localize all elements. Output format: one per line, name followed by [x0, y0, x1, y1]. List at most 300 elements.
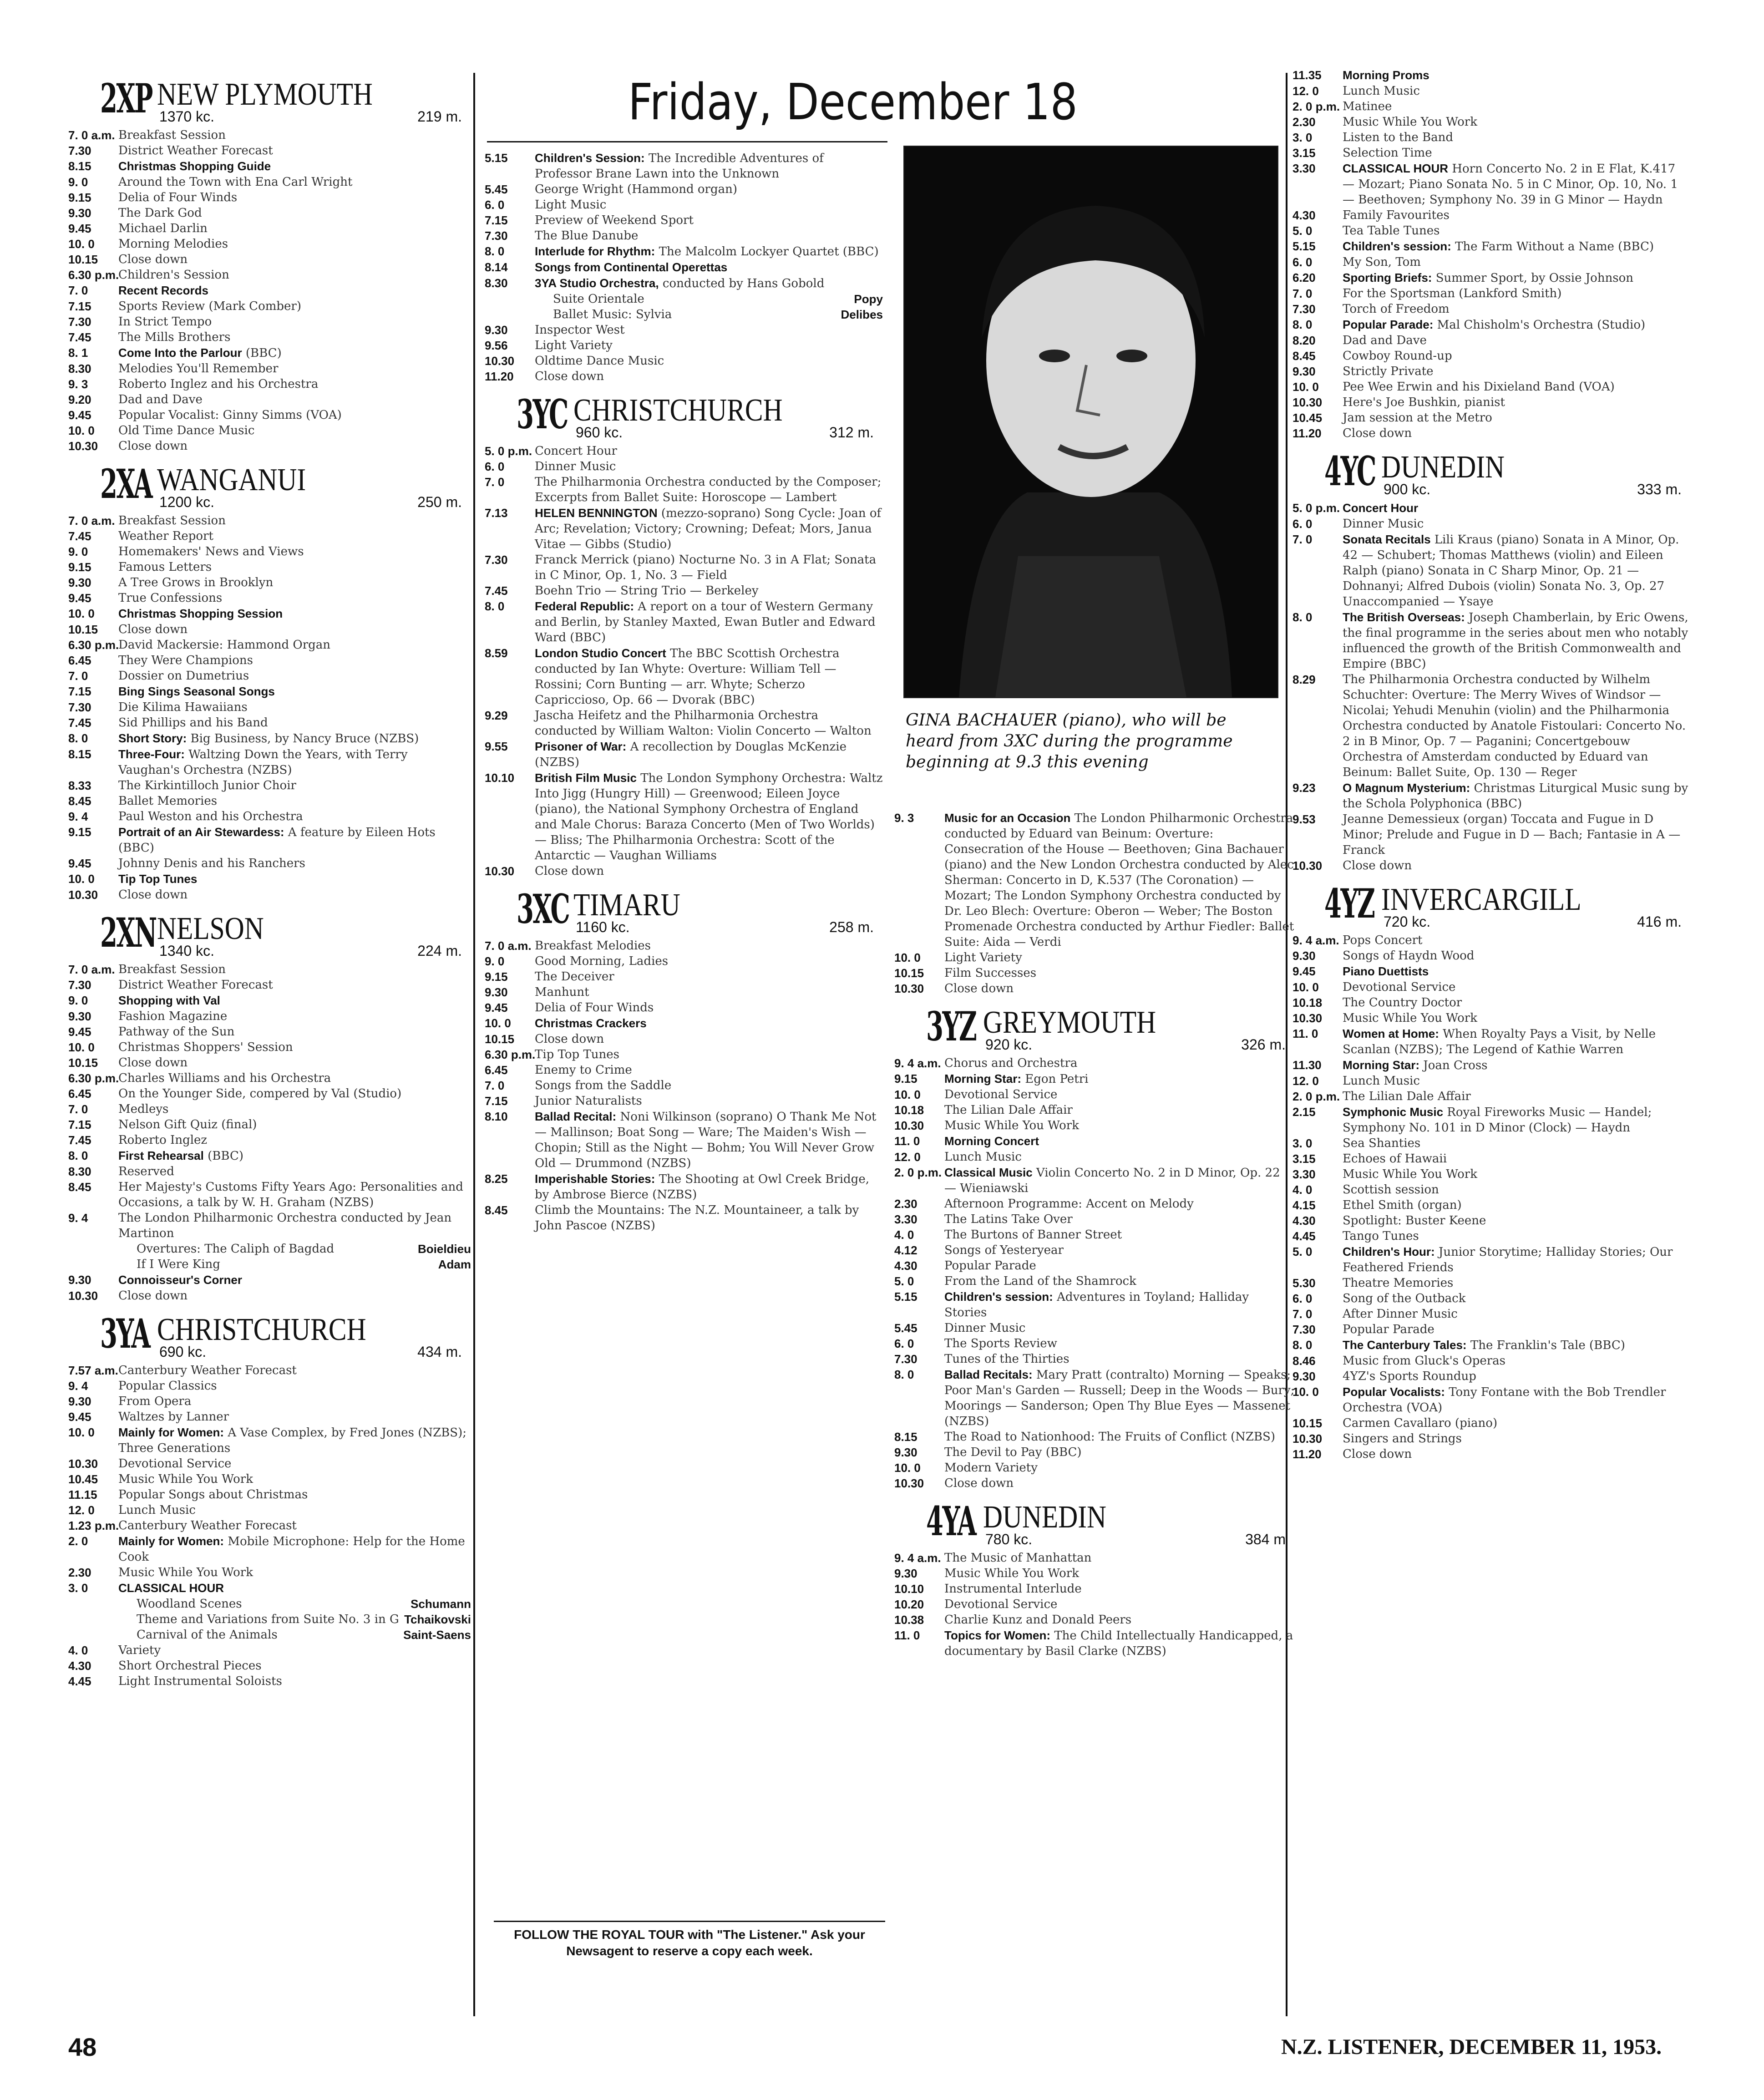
program-time: 2. 0 p.m. — [1293, 1090, 1340, 1103]
program-detail: Modern Variety — [944, 1461, 1038, 1475]
program-item — [1293, 532, 1691, 609]
program-detail: Adventures in Toyland; Halliday Stories — [944, 1290, 1249, 1319]
program-detail: Close down — [944, 982, 1014, 995]
composer-name: Adam — [438, 1258, 471, 1271]
program-time: 7.15 — [68, 299, 91, 313]
program-time: 7. 0 a.m. — [68, 128, 115, 142]
program-title: Ballad Recitals: — [944, 1368, 1033, 1381]
program-detail: Franck Merrick (piano) Nocturne No. 3 in A Flat; Sonata in C Minor, Op. 1, No. 3 — Field — [535, 553, 877, 582]
program-title: Christmas Shopping Session — [118, 607, 283, 620]
program-time: 8. 0 — [1293, 318, 1313, 331]
program-item — [1293, 130, 1691, 145]
program-time: 9.53 — [1293, 812, 1316, 826]
program-time: 10.18 — [894, 1103, 924, 1117]
program-time: 9.30 — [894, 1567, 917, 1580]
program-title: Topics for Women: — [944, 1628, 1051, 1642]
program-time: 2.15 — [1293, 1105, 1316, 1119]
program-detail: Music While You Work — [1343, 115, 1477, 129]
program-detail: The Music of Manhattan — [944, 1551, 1092, 1565]
program-time: 2.30 — [894, 1197, 917, 1211]
program-detail: Lunch Music — [944, 1150, 1022, 1164]
program-item — [894, 1102, 1295, 1118]
program-item — [485, 1015, 883, 1031]
program-detail: A Tree Grows in Brooklyn — [118, 576, 274, 589]
program-item — [1293, 223, 1691, 238]
station-wavelength: 312 m. — [829, 424, 874, 441]
program-time: 8.30 — [485, 276, 508, 290]
program-item — [68, 423, 471, 438]
program-time: 10.18 — [1293, 996, 1323, 1009]
program-detail: Egon Petri — [1025, 1072, 1089, 1086]
work-line — [485, 291, 883, 307]
program-item — [1293, 1197, 1691, 1213]
program-time: 4.45 — [68, 1674, 91, 1688]
program-detail: Ethel Smith (organ) — [1343, 1198, 1462, 1212]
program-item — [1293, 395, 1691, 410]
program-detail: Tip Top Tunes — [535, 1048, 620, 1061]
program-detail: Christmas Liturgical Music sung by the Schola Polyphonica (BBC) — [1343, 781, 1688, 811]
program-title: Shopping with Val — [118, 994, 220, 1007]
program-detail: On the Younger Side, compered by Val (Studio) — [118, 1087, 402, 1101]
program-item — [68, 345, 471, 361]
program-detail: The Philharmonia Orchestra conducted by the Composer; Excerpts from Ballet Suite: Horoscope — Lambert — [535, 475, 882, 504]
program-time: 10.45 — [68, 1472, 98, 1486]
program-item — [68, 809, 471, 824]
program-item — [485, 338, 883, 353]
program-title: Morning Proms — [1343, 68, 1429, 82]
program-time: 10.30 — [894, 1476, 924, 1490]
program-item — [68, 637, 471, 653]
program-time: 10.30 — [894, 1119, 924, 1132]
program-item — [68, 606, 471, 622]
program-item — [68, 1272, 471, 1288]
program-detail: Close down — [1343, 426, 1412, 440]
program-time: 9.15 — [68, 191, 91, 204]
program-time: 8. 0 — [1293, 610, 1313, 624]
program-time: 10. 0 — [1293, 1385, 1319, 1399]
station-city: CHRISTCHURCH — [157, 1312, 366, 1347]
program-item — [1293, 858, 1691, 873]
program-detail: The Deceiver — [535, 970, 614, 984]
program-item — [485, 645, 883, 708]
program-detail: Breakfast Session — [118, 963, 226, 976]
program-item — [68, 528, 471, 544]
program-item — [1293, 1073, 1691, 1089]
program-time: 10.15 — [68, 253, 98, 266]
program-detail: Dad and Dave — [1343, 334, 1427, 347]
program-time: 8.45 — [68, 1180, 91, 1194]
program-item — [485, 353, 883, 369]
station-callsign: 3YC — [517, 391, 568, 438]
station-frequency: 1340 kc. — [159, 943, 214, 959]
program-item — [68, 793, 471, 809]
program-time: 7.45 — [68, 716, 91, 730]
program-detail: Close down — [535, 864, 604, 878]
program-detail: Roberto Inglez and his Orchestra — [118, 377, 319, 391]
program-detail: Tea Table Tunes — [1343, 224, 1440, 238]
program-detail: Jascha Heifetz and the Philharmonia Orchestra conducted by William Walton: Violin Concerto — Walton — [535, 709, 872, 738]
program-detail: The Road to Nationhood: The Fruits of Conflict (NZBS) — [944, 1430, 1275, 1444]
station-wavelength: 258 m. — [829, 919, 874, 935]
program-item — [68, 1148, 471, 1164]
program-detail: Michael Darlin — [118, 222, 208, 235]
program-item — [485, 708, 883, 739]
program-time: 3.30 — [1293, 162, 1316, 175]
program-time: 9.30 — [68, 1273, 91, 1287]
program-item — [894, 1149, 1295, 1165]
program-item — [1293, 964, 1691, 979]
program-title: Concert Hour — [1343, 501, 1419, 515]
program-item — [1293, 1228, 1691, 1244]
program-item — [1293, 1010, 1691, 1026]
program-detail: Climb the Mountains: The N.Z. Mountaineer, a talk by John Pascoe (NZBS) — [535, 1203, 859, 1233]
program-time: 4. 0 — [68, 1643, 88, 1657]
program-item — [1293, 410, 1691, 426]
program-time: 9. 0 — [68, 175, 88, 189]
program-detail: Variety — [118, 1643, 161, 1657]
composer-name: Tchaikovski — [404, 1613, 471, 1626]
program-item — [68, 438, 471, 454]
program-item — [68, 1164, 471, 1179]
program-item — [894, 1612, 1295, 1628]
program-detail: Charles Williams and his Orchestra — [118, 1071, 331, 1085]
program-item — [68, 1086, 471, 1101]
program-time: 9. 0 — [485, 954, 505, 968]
program-detail: Film Successes — [944, 966, 1037, 980]
station-frequency: 900 kc. — [1384, 481, 1431, 497]
program-title: CLASSICAL HOUR — [1343, 162, 1449, 175]
station-wavelength: 384 m — [1245, 1531, 1286, 1547]
program-detail: Melodies You'll Remember — [118, 362, 279, 375]
program-item — [68, 962, 471, 977]
program-detail: A report on a tour of Western Germany and Berlin, by Stanley Maxted, Ewan Butler and Edward Ward (BBC) — [535, 600, 876, 644]
program-detail: Famous Letters — [118, 560, 212, 574]
program-time: 9. 0 — [68, 545, 88, 558]
work-line — [68, 1612, 471, 1627]
program-item — [68, 622, 471, 637]
program-time: 9. 4 — [68, 1379, 88, 1393]
station-frequency: 720 kc. — [1384, 913, 1431, 930]
program-time: 10.30 — [485, 864, 515, 878]
program-time: 10.30 — [68, 439, 98, 453]
program-item — [1293, 317, 1691, 333]
program-detail: Lunch Music — [1343, 1074, 1420, 1088]
program-title: Piano Duettists — [1343, 964, 1429, 978]
program-time: 7. 0 a.m. — [485, 939, 532, 953]
program-item — [1293, 286, 1691, 301]
program-detail: The Malcolm Lockyer Quartet (BBC) — [659, 245, 879, 259]
program-time: 9.45 — [68, 1410, 91, 1424]
program-detail: Enemy to Crime — [535, 1063, 632, 1077]
portrait-photo — [903, 146, 1278, 698]
program-item — [894, 1071, 1295, 1087]
program-item — [68, 1565, 471, 1580]
program-time: 7.30 — [68, 315, 91, 329]
program-detail: Music While You Work — [944, 1119, 1079, 1132]
program-item — [894, 1289, 1295, 1320]
program-time: 10.30 — [68, 888, 98, 902]
program-time: 9.20 — [68, 393, 91, 406]
program-title: Morning Star: — [944, 1072, 1021, 1086]
program-title: Ballad Recital: — [535, 1110, 617, 1123]
program-item — [485, 275, 883, 291]
program-item — [68, 1425, 471, 1456]
program-detail: Songs from the Saddle — [535, 1079, 672, 1092]
program-item — [68, 1070, 471, 1086]
program-item — [68, 1471, 471, 1487]
program-item — [485, 770, 883, 863]
program-detail: Music from Gluck's Operas — [1343, 1354, 1505, 1368]
program-detail: Ballet Memories — [118, 794, 218, 808]
program-detail: Nelson Gift Quiz (final) — [118, 1118, 257, 1131]
program-item — [894, 1243, 1295, 1258]
program-detail: Fashion Magazine — [118, 1009, 228, 1023]
program-time: 9.29 — [485, 709, 508, 722]
program-title: Children's Session: — [535, 151, 645, 165]
program-time: 10.20 — [894, 1598, 924, 1611]
program-item — [485, 443, 883, 459]
program-detail: In Strict Tempo — [118, 315, 212, 329]
program-item — [1293, 1104, 1691, 1136]
program-detail: Echoes of Hawaii — [1343, 1152, 1447, 1166]
program-item — [68, 1502, 471, 1518]
program-item — [485, 1047, 883, 1062]
composer-name: Boieldieu — [417, 1242, 471, 1256]
program-item — [68, 993, 471, 1009]
work-title: Carnival of the Animals — [137, 1628, 278, 1642]
program-item — [894, 1087, 1295, 1102]
program-title: HELEN BENNINGTON — [535, 506, 658, 520]
portrait-illustration — [904, 147, 1277, 697]
program-item — [894, 1258, 1295, 1273]
program-title: British Film Music — [535, 771, 637, 785]
program-detail: Morning Melodies — [118, 237, 228, 251]
station-header — [1293, 447, 1691, 497]
program-item — [894, 1165, 1295, 1196]
program-item — [485, 583, 883, 599]
program-time: 6. 0 — [894, 1337, 914, 1350]
program-detail: Christmas Shoppers' Session — [118, 1040, 293, 1054]
program-detail: Good Morning, Ladies — [535, 954, 669, 968]
composer-name: Saint-Saens — [403, 1628, 471, 1642]
station-city: DUNEDIN — [983, 1500, 1107, 1535]
program-title: Bing Sings Seasonal Songs — [118, 685, 275, 698]
program-item — [894, 1273, 1295, 1289]
program-detail: Close down — [118, 623, 188, 636]
program-time: 12. 0 — [1293, 84, 1319, 98]
program-time: 3.15 — [1293, 1152, 1316, 1166]
program-time: 7.30 — [485, 229, 508, 243]
program-item — [894, 1566, 1295, 1581]
station-wavelength: 224 m. — [417, 943, 462, 959]
program-detail: True Confessions — [118, 591, 223, 605]
program-item — [1293, 145, 1691, 161]
program-item — [894, 810, 1295, 950]
program-item — [894, 1476, 1295, 1491]
program-item — [68, 1132, 471, 1148]
program-detail: Royal Fireworks Music — Handel; Symphony No. 101 in D Minor (Clock) — Haydn — [1343, 1106, 1652, 1135]
program-time: 7. 0 — [485, 1079, 505, 1092]
program-item — [1293, 1353, 1691, 1369]
program-time: 3.15 — [1293, 146, 1316, 160]
program-title: Tip Top Tunes — [118, 872, 198, 886]
program-item — [1293, 67, 1691, 83]
program-time: 7. 0 — [485, 475, 505, 489]
program-item — [68, 252, 471, 267]
station-header — [894, 1497, 1295, 1547]
program-detail: Light Variety — [944, 951, 1022, 964]
program-time: 7.57 a.m. — [68, 1364, 118, 1377]
program-detail: Devotional Service — [1343, 980, 1456, 994]
program-time: 5.15 — [894, 1290, 917, 1304]
program-detail: Music While You Work — [944, 1567, 1079, 1580]
program-detail: Johnny Denis and his Ranchers — [118, 857, 305, 870]
program-item — [485, 150, 883, 182]
program-time: 8.15 — [68, 159, 91, 173]
station-header — [485, 391, 883, 441]
station-header — [894, 1003, 1295, 1053]
program-item — [68, 1179, 471, 1210]
station-city: GREYMOUTH — [983, 1005, 1156, 1040]
program-item — [1293, 609, 1691, 672]
program-detail: Waltzes by Lanner — [118, 1410, 229, 1424]
program-detail: Mary Pratt (contralto) Morning — Speaks; Poor Man's Garden — Russell; Deep in the Woods — Bury; Moorings — Sanderson; Open Thy Blue Eyes — Massenet (NZBS) — [944, 1368, 1295, 1428]
program-time: 7. 0 — [1293, 287, 1313, 300]
program-item — [1293, 948, 1691, 964]
program-time: 8.30 — [68, 362, 91, 375]
program-item — [1293, 254, 1691, 270]
program-detail: Horn Concerto No. 2 in E Flat, K.417 — Mozart; Piano Sonata No. 5 in C Minor, Op. 10, No. 1 — Beethoven; Symphony No. 39 in G Minor — Haydn — [1343, 162, 1678, 207]
program-time: 3.30 — [1293, 1167, 1316, 1181]
program-time: 4.15 — [1293, 1198, 1316, 1212]
program-time: 7. 0 a.m. — [68, 514, 115, 528]
station-frequency: 1160 kc. — [576, 919, 630, 935]
composer-name: Schumann — [411, 1597, 471, 1611]
program-time: 3. 0 — [1293, 1136, 1313, 1150]
program-detail: For the Sportsman (Lankford Smith) — [1343, 287, 1562, 300]
program-detail: Light Instrumental Soloists — [118, 1674, 282, 1688]
work-title: Ballet Music: Sylvia — [553, 308, 672, 321]
program-item — [894, 1445, 1295, 1460]
program-time: 10.30 — [1293, 1432, 1323, 1446]
program-item — [894, 965, 1295, 981]
program-time: 8.15 — [68, 747, 91, 761]
program-item — [68, 746, 471, 778]
work-title: Theme and Variations from Suite No. 3 in G — [137, 1613, 399, 1626]
program-detail: The Country Doctor — [1343, 996, 1462, 1009]
program-item — [68, 1674, 471, 1689]
program-item — [68, 700, 471, 715]
program-detail: Close down — [118, 439, 188, 453]
program-item — [68, 1363, 471, 1378]
program-item — [894, 1133, 1295, 1149]
program-item — [894, 1336, 1295, 1351]
program-detail: Mobile Microphone: Help for the Home Cook — [118, 1535, 465, 1564]
program-item — [68, 824, 471, 856]
program-item — [894, 950, 1295, 965]
program-time: 2.30 — [68, 1566, 91, 1579]
station-callsign: 2XA — [100, 460, 152, 507]
station-city: NEW PLYMOUTH — [157, 77, 373, 112]
program-detail: Light Variety — [535, 339, 613, 352]
program-item — [68, 1101, 471, 1117]
program-item — [894, 1055, 1295, 1071]
program-item — [894, 1550, 1295, 1566]
program-time: 9.23 — [1293, 781, 1316, 795]
program-time: 3. 0 — [1293, 131, 1313, 144]
program-item — [68, 1456, 471, 1471]
program-title: Women at Home: — [1343, 1027, 1439, 1040]
program-time: 9.45 — [485, 1001, 508, 1014]
program-item — [1293, 1089, 1691, 1104]
program-time: 9.15 — [68, 560, 91, 574]
program-item — [68, 887, 471, 903]
program-item — [68, 590, 471, 606]
program-time: 11.20 — [485, 370, 514, 383]
program-title: The Canterbury Tales: — [1343, 1338, 1467, 1352]
program-time: 10.30 — [68, 1289, 98, 1303]
program-time: 4.30 — [68, 1659, 91, 1673]
program-detail: Matinee — [1343, 100, 1392, 113]
program-detail: Summer Sport, by Ossie Johnson — [1435, 271, 1634, 285]
program-time: 9.45 — [68, 408, 91, 422]
program-time: 10.30 — [1293, 396, 1323, 409]
royal-tour-notice: FOLLOW THE ROYAL TOUR with "The Listener." Ask your Newsagent to reserve a copy each week. — [494, 1921, 885, 1959]
program-time: 10. 0 — [68, 1425, 95, 1439]
program-detail: Junior Naturalists — [535, 1094, 642, 1108]
program-detail: (mezzo-soprano) Song Cycle: Joan of Arc; Revelation; Victory; Crowning; Defeat; Mors, Janua Vitae — Gibbs (Studio) — [535, 507, 882, 551]
program-item — [894, 1118, 1295, 1133]
program-time: 10.15 — [894, 966, 924, 980]
program-item — [485, 969, 883, 984]
program-item — [485, 505, 883, 552]
program-detail: Songs of Haydn Wood — [1343, 949, 1475, 963]
program-item — [1293, 1151, 1691, 1167]
program-detail: Breakfast Session — [118, 514, 226, 528]
program-item — [1293, 516, 1691, 532]
work-title: If I Were King — [137, 1258, 220, 1271]
program-detail: Instrumental Interlude — [944, 1582, 1082, 1596]
program-item — [894, 1351, 1295, 1367]
program-detail: Concert Hour — [535, 444, 617, 458]
program-time: 5. 0 — [894, 1274, 914, 1288]
program-time: 10.30 — [894, 982, 924, 995]
station-wavelength: 219 m. — [417, 108, 462, 125]
program-time: 4.12 — [894, 1243, 917, 1257]
program-detail: Lili Kraus (piano) Sonata in A Minor, Op. 42 — Schubert; Thomas Matthews (violin) and Eileen Ralph (piano) Sonata in C Sharp Minor, Op. 21 — Dohnanyi; Alfred Dubois (violin) Sonata No. 3, Op. 27 Unaccompanied — Ysaye — [1343, 533, 1679, 609]
program-item — [1293, 208, 1691, 223]
program-time: 6. 0 — [485, 198, 505, 212]
program-detail: A recollection by Douglas McKenzie (NZBS) — [535, 740, 847, 769]
program-item — [68, 1487, 471, 1502]
program-time: 10.45 — [1293, 411, 1323, 425]
program-time: 10.15 — [68, 1056, 98, 1070]
program-item — [1293, 333, 1691, 348]
program-item — [68, 1533, 471, 1565]
program-title: CLASSICAL HOUR — [118, 1581, 224, 1595]
program-item — [68, 668, 471, 684]
program-time: 5.45 — [485, 183, 508, 196]
program-time: 11.20 — [1293, 426, 1322, 440]
program-item — [1293, 1291, 1691, 1306]
program-item — [68, 236, 471, 252]
program-item — [68, 1409, 471, 1425]
program-detail: Joseph Chamberlain, by Eric Owens, the final programme in the series about men who notably influenced the growth of the British Commonwealth and Empire (BBC) — [1343, 611, 1688, 671]
program-time: 7.45 — [485, 584, 508, 598]
program-detail: Dinner Music — [535, 460, 616, 473]
program-title: Christmas Shopping Guide — [118, 159, 271, 173]
program-item — [485, 863, 883, 879]
